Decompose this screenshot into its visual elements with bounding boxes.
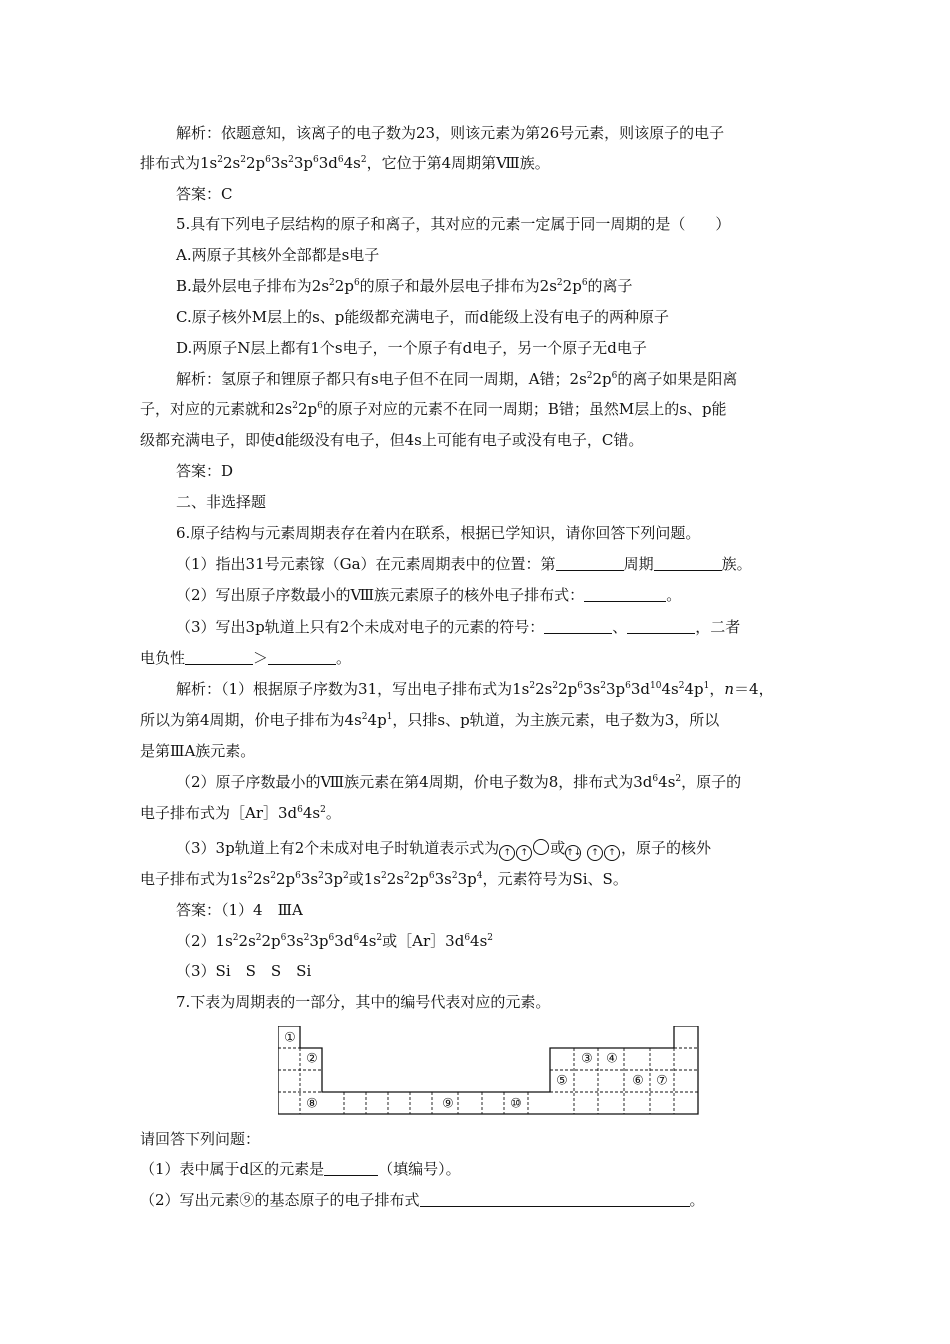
question-stem: 7.下表为周期表的一部分，其中的编号代表对应的元素。 (176, 993, 551, 1011)
explanation-line: （2）原子序数最小的Ⅷ族元素在第4周期，价电子数为8，排布式为$3d^64s^2$，原子的 (176, 773, 742, 791)
explanation-line: 解析：氢原子和锂原子都只有s电子但不在同一周期，A错；$2s^22p^6$的离子如果是阳离 (176, 370, 738, 388)
element-label-4: ④ (606, 1051, 618, 1067)
element-label-6: ⑥ (632, 1073, 644, 1089)
answer-blank[interactable] (584, 587, 666, 602)
sub-question-2: （2）写出元素⑨的基态原子的电子排布式 。 (140, 1191, 705, 1209)
answer-blank[interactable] (544, 619, 612, 634)
explanation-line: 解析：依题意知，该离子的电子数为23，则该元素为第26号元素，则该原子的电子 (176, 124, 725, 142)
explanation-line: 所以为第4周期，价电子排布为$4s^24p^1$，只排s、p轨道，为主族元素，电子数为3，所以 (140, 711, 720, 729)
answer-line: $(2)1s^22s^22p^63s^23p^63d^64s^2$或$[Ar]3d^64s^2$ (176, 932, 494, 950)
instruction-line: 请回答下列问题： (140, 1130, 261, 1148)
periodic-table-fragment (278, 1026, 702, 1116)
answer-line: 答案：（1）4 ⅢA (176, 901, 303, 919)
sub-question-2: （2）写出原子序数最小的Ⅷ族元素原子的核外电子排布式： 。 (176, 586, 682, 604)
answer-blank[interactable] (654, 556, 722, 571)
element-label-3: ③ (581, 1051, 593, 1067)
sub-question-3: （3）写出3p轨道上只有2个未成对电子的元素的符号： 、 ，二者 (176, 618, 741, 636)
sub-question-1: （1）表中属于d区的元素是 （填编号）。 (140, 1160, 461, 1178)
answer-blank[interactable] (556, 556, 624, 571)
answer-line: （3）Si S S Si (176, 962, 312, 980)
explanation-line: 解析：（1）根据原子序数为31，写出电子排布式为$1s^22s^22p^63s^23p^63d^{10}4s^24p^1$，n＝4， (176, 680, 774, 698)
orbital-up-icon: ↑ (604, 845, 620, 861)
option-b: B.最外层电子排布为$2s^22p^6$的原子和最外层电子排布为$2s^22p^6$的离子 (176, 277, 633, 295)
explanation-line: 级都充满电子，即使d能级没有电子，但4s上可能有电子或没有电子，C错。 (140, 431, 644, 449)
orbital-up-icon: ↑ (499, 845, 515, 861)
answer-line: 答案：C (176, 185, 233, 203)
explanation-line: 排布式为$1s^22s^22p^63s^23p^63d^64s^2$，它位于第4周期第Ⅷ族。 (140, 154, 550, 172)
question-stem: 6.原子结构与元素周期表存在着内在联系，根据已学知识，请你回答下列问题。 (176, 524, 701, 542)
orbital-up-icon: ↑ (587, 845, 603, 861)
explanation-line: 电子排布式为$1s^22s^22p^63s^23p^2$或$1s^22s^22p^63s^23p^4$，元素符号为Si、S。 (140, 870, 628, 888)
sub-question-1: （1）指出31号元素镓（Ga）在元素周期表中的位置：第 周期 族。 (176, 555, 752, 573)
element-label-8: ⑧ (306, 1096, 318, 1112)
sub-question-3-cont: 电负性 ＞ 。 (140, 649, 352, 667)
explanation-line: 是第ⅢA族元素。 (140, 742, 256, 760)
explanation-line: 电子排布式为$[Ar]3d^64s^2$。 (140, 804, 341, 822)
question-stem: 5.具有下列电子层结构的原子和离子，其对应的元素一定属于同一周期的是（ ） (176, 215, 731, 233)
explanation-line: （3）3p轨道上有2个未成对电子时轨道表示式为 ↑ ↑ 或↑↓ ↑ ↑ ，原子的核外 (176, 838, 711, 861)
answer-blank[interactable] (185, 650, 253, 665)
orbital-up-icon: ↑ (516, 845, 532, 861)
element-label-5: ⑤ (556, 1073, 568, 1089)
option-c: C.原子核外M层上的s、p能级都充满电子，而d能级上没有电子的两种原子 (176, 308, 669, 326)
answer-blank[interactable] (324, 1161, 378, 1176)
explanation-line: 子，对应的元素就和$2s^22p^6$的原子对应的元素不在同一周期；B错；虽然M层上的s、p能 (140, 400, 727, 418)
section-heading: 二、非选择题 (176, 493, 267, 511)
answer-blank[interactable] (420, 1192, 690, 1207)
orbital-paired-icon: ↑↓ (565, 845, 581, 861)
element-label-10: ⑩ (510, 1096, 522, 1112)
answer-blank[interactable] (268, 650, 336, 665)
option-d: D.两原子N层上都有1个s电子，一个原子有d电子，另一个原子无d电子 (176, 339, 647, 357)
orbital-empty-icon (533, 839, 549, 855)
element-label-1: ① (284, 1030, 296, 1046)
element-label-7: ⑦ (656, 1073, 668, 1089)
answer-line: 答案：D (176, 462, 234, 480)
element-label-9: ⑨ (442, 1096, 454, 1112)
answer-blank[interactable] (627, 619, 695, 634)
option-a: A.两原子其核外全部都是s电子 (176, 246, 380, 264)
element-label-2: ② (306, 1051, 318, 1067)
